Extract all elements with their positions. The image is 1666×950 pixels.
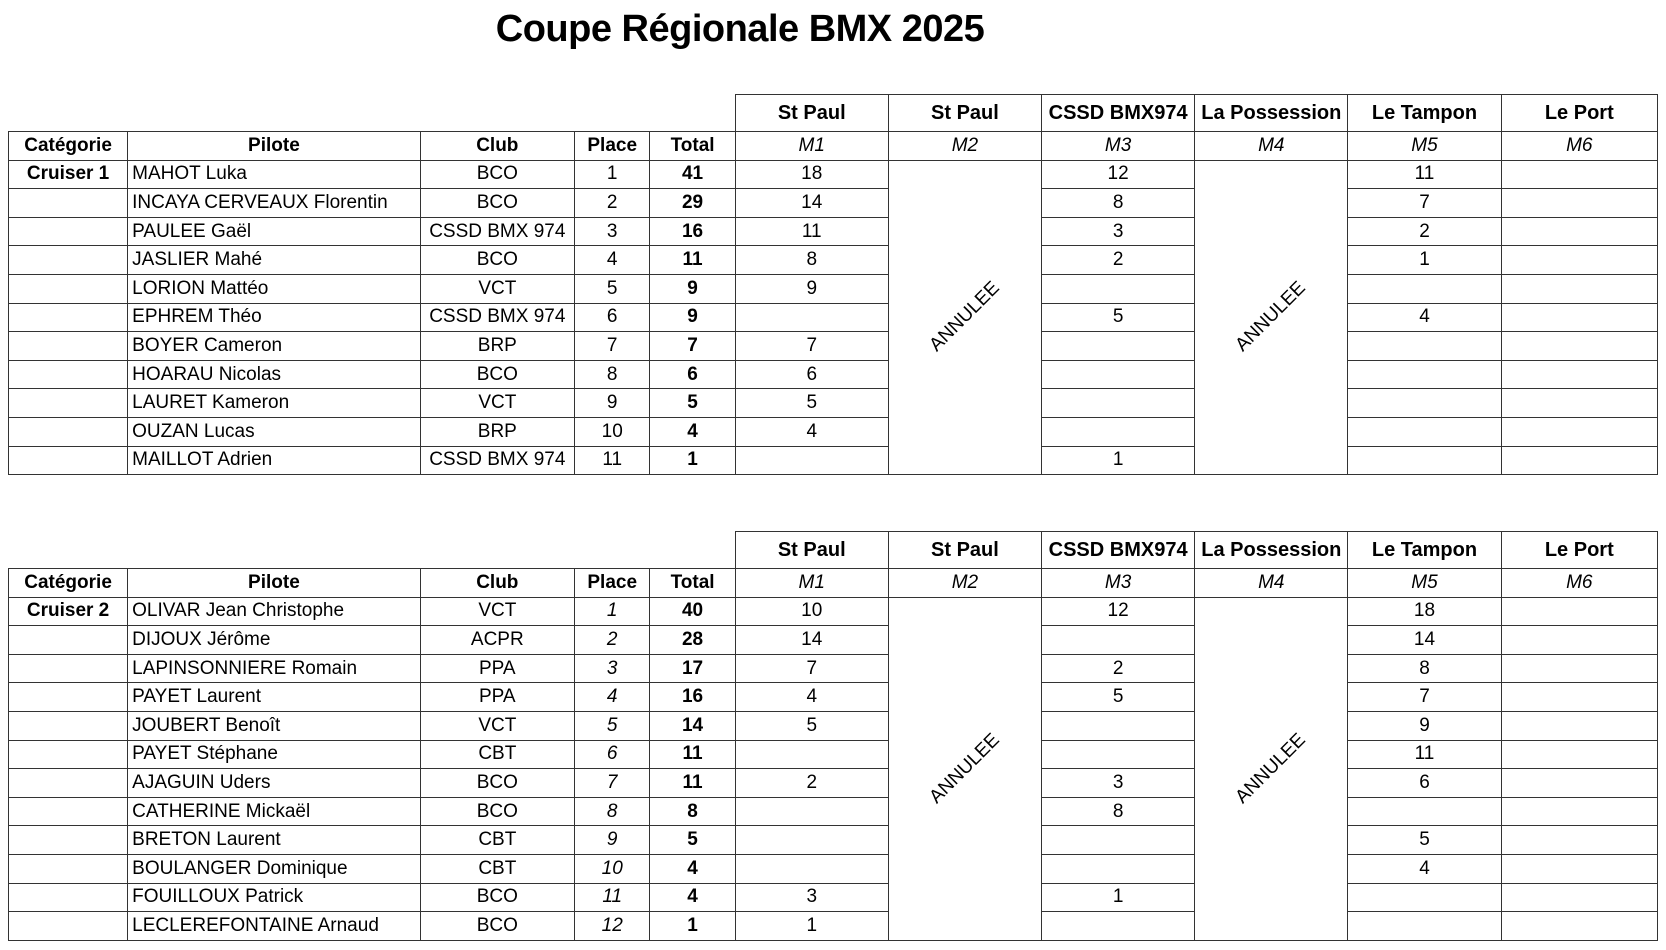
round-m6-points (1501, 303, 1657, 332)
place-value: 10 (574, 417, 650, 446)
round-m5-points (1348, 912, 1501, 941)
round-m6-points (1501, 246, 1657, 275)
club-name: VCT (420, 711, 574, 740)
standings-table (8, 531, 1658, 941)
round-header: M5 (1348, 132, 1501, 161)
table-row (9, 160, 1658, 189)
round-m3-points (1042, 626, 1195, 655)
category-header: Catégorie (9, 569, 128, 598)
category-cell (9, 769, 128, 798)
round-m5-points: 14 (1348, 626, 1501, 655)
round-m1-points: 10 (735, 597, 888, 626)
pilot-name: DIJOUX Jérôme (128, 626, 421, 655)
round-m1-points: 7 (735, 332, 888, 361)
total-points: 1 (650, 912, 735, 941)
category-cell (9, 854, 128, 883)
round-header: M2 (888, 132, 1041, 161)
pilot-name: INCAYA CERVEAUX Florentin (128, 189, 421, 218)
place-value: 1 (574, 160, 650, 189)
place-value: 6 (574, 303, 650, 332)
round-m6-points (1501, 360, 1657, 389)
round-m3-points (1042, 912, 1195, 941)
total-points: 17 (650, 654, 735, 683)
round-m6-points (1501, 912, 1657, 941)
round-m3-points: 12 (1042, 597, 1195, 626)
category-cell (9, 654, 128, 683)
round-m6-points (1501, 769, 1657, 798)
total-points: 4 (650, 854, 735, 883)
round-m1-points (735, 826, 888, 855)
round-m3-points: 2 (1042, 246, 1195, 275)
round-m3-points (1042, 417, 1195, 446)
place-header: Place (574, 569, 650, 598)
round-m5-points (1348, 389, 1501, 418)
round-m1-points: 5 (735, 711, 888, 740)
table-row (9, 626, 1658, 655)
category-cell (9, 217, 128, 246)
pilot-name: LAURET Kameron (128, 389, 421, 418)
round-m5-points (1348, 797, 1501, 826)
round-m3-points (1042, 826, 1195, 855)
pilot-name: BOULANGER Dominique (128, 854, 421, 883)
total-points: 28 (650, 626, 735, 655)
category-cell (9, 417, 128, 446)
category-cell (9, 246, 128, 275)
table-row (9, 246, 1658, 275)
total-points: 9 (650, 303, 735, 332)
total-points: 4 (650, 417, 735, 446)
round-m5-points (1348, 274, 1501, 303)
round-m5-points: 7 (1348, 189, 1501, 218)
category-cell (9, 274, 128, 303)
category-header: Catégorie (9, 132, 128, 161)
round-m1-points: 9 (735, 274, 888, 303)
place-value: 8 (574, 360, 650, 389)
round-m2-cancelled (888, 160, 1041, 475)
round-m1-points: 2 (735, 769, 888, 798)
place-value: 5 (574, 711, 650, 740)
place-value: 11 (574, 446, 650, 475)
table-row (9, 711, 1658, 740)
table-row (9, 883, 1658, 912)
cancelled-label: ANNULEE (925, 729, 1004, 808)
category-name: Cruiser 1 (9, 160, 128, 189)
venue-header-spacer (9, 532, 736, 569)
club-name: PPA (420, 654, 574, 683)
total-points: 41 (650, 160, 735, 189)
round-m1-points: 6 (735, 360, 888, 389)
club-name: BCO (420, 883, 574, 912)
place-value: 7 (574, 332, 650, 361)
round-m5-points: 6 (1348, 769, 1501, 798)
club-name: BCO (420, 160, 574, 189)
total-header: Total (650, 132, 735, 161)
category-name: Cruiser 2 (9, 597, 128, 626)
category-cell (9, 446, 128, 475)
pilot-name: FOUILLOUX Patrick (128, 883, 421, 912)
pilot-name: BOYER Cameron (128, 332, 421, 361)
round-m5-points: 5 (1348, 826, 1501, 855)
round-m6-points (1501, 683, 1657, 712)
venue-header: Le Tampon (1348, 532, 1501, 569)
round-m3-points: 3 (1042, 769, 1195, 798)
pilot-header: Pilote (128, 132, 421, 161)
round-m1-points (735, 740, 888, 769)
round-m5-points: 4 (1348, 854, 1501, 883)
place-value: 11 (574, 883, 650, 912)
total-points: 11 (650, 769, 735, 798)
round-m3-points (1042, 332, 1195, 361)
total-points: 14 (650, 711, 735, 740)
round-m6-points (1501, 597, 1657, 626)
round-m5-points: 2 (1348, 217, 1501, 246)
club-name: BRP (420, 417, 574, 446)
table-row (9, 854, 1658, 883)
pilot-name: PAYET Laurent (128, 683, 421, 712)
table-row (9, 654, 1658, 683)
place-header: Place (574, 132, 650, 161)
club-name: VCT (420, 389, 574, 418)
category-block-cruiser-1 (8, 94, 1658, 475)
round-header: M1 (735, 569, 888, 598)
round-m5-points (1348, 360, 1501, 389)
category-cell (9, 189, 128, 218)
club-name: BCO (420, 797, 574, 826)
place-value: 9 (574, 389, 650, 418)
table-row (9, 189, 1658, 218)
venue-header: La Possession (1195, 95, 1348, 132)
pilot-name: EPHREM Théo (128, 303, 421, 332)
round-m6-points (1501, 883, 1657, 912)
club-name: ACPR (420, 626, 574, 655)
club-name: CBT (420, 826, 574, 855)
round-header: M5 (1348, 569, 1501, 598)
category-cell (9, 332, 128, 361)
round-m6-points (1501, 654, 1657, 683)
round-m1-points (735, 303, 888, 332)
round-m3-points: 5 (1042, 683, 1195, 712)
round-m1-points: 18 (735, 160, 888, 189)
place-value: 8 (574, 797, 650, 826)
column-header-row (9, 132, 1658, 161)
category-cell (9, 740, 128, 769)
total-points: 9 (650, 274, 735, 303)
round-m6-points (1501, 626, 1657, 655)
round-m3-points (1042, 854, 1195, 883)
round-m3-points (1042, 711, 1195, 740)
round-m2-cancelled (888, 597, 1041, 940)
round-m5-points: 7 (1348, 683, 1501, 712)
pilot-name: AJAGUIN Uders (128, 769, 421, 798)
round-m3-points: 1 (1042, 883, 1195, 912)
place-value: 12 (574, 912, 650, 941)
table-row (9, 797, 1658, 826)
round-m5-points: 18 (1348, 597, 1501, 626)
table-row (9, 332, 1658, 361)
category-cell (9, 826, 128, 855)
place-value: 4 (574, 246, 650, 275)
table-row (9, 683, 1658, 712)
round-m3-points: 8 (1042, 797, 1195, 826)
club-name: BCO (420, 769, 574, 798)
table-row (9, 274, 1658, 303)
club-header: Club (420, 569, 574, 598)
cancelled-label: ANNULEE (1231, 277, 1311, 357)
round-m1-points: 5 (735, 389, 888, 418)
round-m6-points (1501, 797, 1657, 826)
place-value: 1 (574, 597, 650, 626)
cancelled-label: ANNULEE (1231, 729, 1311, 808)
category-cell (9, 711, 128, 740)
round-header: M1 (735, 132, 888, 161)
venue-header: La Possession (1195, 532, 1348, 569)
round-header: M4 (1195, 132, 1348, 161)
venue-header: Le Tampon (1348, 95, 1501, 132)
table-row (9, 303, 1658, 332)
round-m3-points: 3 (1042, 217, 1195, 246)
club-name: CBT (420, 854, 574, 883)
round-m5-points: 4 (1348, 303, 1501, 332)
total-points: 5 (650, 826, 735, 855)
round-m3-points (1042, 740, 1195, 769)
venue-header: St Paul (735, 532, 888, 569)
total-points: 6 (650, 360, 735, 389)
club-name: CSSD BMX 974 (420, 217, 574, 246)
category-cell (9, 683, 128, 712)
club-name: BCO (420, 246, 574, 275)
pilot-header: Pilote (128, 569, 421, 598)
place-value: 7 (574, 769, 650, 798)
pilot-name: MAILLOT Adrien (128, 446, 421, 475)
round-m3-points: 8 (1042, 189, 1195, 218)
total-points: 29 (650, 189, 735, 218)
round-m1-points: 14 (735, 626, 888, 655)
club-name: BCO (420, 360, 574, 389)
pilot-name: MAHOT Luka (128, 160, 421, 189)
pilot-name: PAYET Stéphane (128, 740, 421, 769)
club-name: BCO (420, 912, 574, 941)
total-points: 4 (650, 883, 735, 912)
round-m5-points: 9 (1348, 711, 1501, 740)
round-m5-points: 8 (1348, 654, 1501, 683)
table-row (9, 446, 1658, 475)
venue-header: St Paul (888, 95, 1041, 132)
table-row (9, 389, 1658, 418)
category-block-cruiser-2 (8, 531, 1658, 941)
round-m4-cancelled (1195, 160, 1348, 475)
total-points: 16 (650, 683, 735, 712)
club-name: VCT (420, 274, 574, 303)
round-m1-points: 1 (735, 912, 888, 941)
venue-header: Le Port (1501, 532, 1657, 569)
venue-header-row (9, 532, 1658, 569)
round-m6-points (1501, 389, 1657, 418)
round-m1-points: 4 (735, 417, 888, 446)
round-m3-points: 5 (1042, 303, 1195, 332)
club-name: CSSD BMX 974 (420, 303, 574, 332)
round-header: M2 (888, 569, 1041, 598)
total-points: 1 (650, 446, 735, 475)
table-row (9, 217, 1658, 246)
column-header-row (9, 569, 1658, 598)
pilot-name: LECLEREFONTAINE Arnaud (128, 912, 421, 941)
venue-header: St Paul (888, 532, 1041, 569)
total-points: 7 (650, 332, 735, 361)
club-header: Club (420, 132, 574, 161)
place-value: 3 (574, 654, 650, 683)
pilot-name: HOARAU Nicolas (128, 360, 421, 389)
place-value: 6 (574, 740, 650, 769)
round-m5-points (1348, 417, 1501, 446)
round-m3-points (1042, 360, 1195, 389)
club-name: CBT (420, 740, 574, 769)
table-row (9, 417, 1658, 446)
round-header: M3 (1042, 569, 1195, 598)
pilot-name: LAPINSONNIERE Romain (128, 654, 421, 683)
round-m5-points (1348, 446, 1501, 475)
venue-header-spacer (9, 95, 736, 132)
table-row (9, 826, 1658, 855)
place-value: 4 (574, 683, 650, 712)
round-m6-points (1501, 446, 1657, 475)
pilot-name: PAULEE Gaël (128, 217, 421, 246)
pilot-name: OLIVAR Jean Christophe (128, 597, 421, 626)
pilot-name: JOUBERT Benoît (128, 711, 421, 740)
total-points: 11 (650, 740, 735, 769)
round-m6-points (1501, 189, 1657, 218)
table-row (9, 769, 1658, 798)
club-name: VCT (420, 597, 574, 626)
cancelled-label: ANNULEE (925, 277, 1004, 357)
category-cell (9, 303, 128, 332)
round-m1-points: 14 (735, 189, 888, 218)
round-m6-points (1501, 160, 1657, 189)
round-m1-points: 7 (735, 654, 888, 683)
place-value: 3 (574, 217, 650, 246)
club-name: BRP (420, 332, 574, 361)
place-value: 5 (574, 274, 650, 303)
table-row (9, 597, 1658, 626)
round-m3-points (1042, 389, 1195, 418)
round-m5-points (1348, 883, 1501, 912)
total-points: 5 (650, 389, 735, 418)
standings-table (8, 94, 1658, 475)
pilot-name: JASLIER Mahé (128, 246, 421, 275)
place-value: 9 (574, 826, 650, 855)
round-m3-points (1042, 274, 1195, 303)
round-m6-points (1501, 711, 1657, 740)
category-cell (9, 912, 128, 941)
round-m4-cancelled (1195, 597, 1348, 940)
round-m6-points (1501, 332, 1657, 361)
pilot-name: LORION Mattéo (128, 274, 421, 303)
round-m3-points: 2 (1042, 654, 1195, 683)
round-m1-points: 8 (735, 246, 888, 275)
place-value: 10 (574, 854, 650, 883)
venue-header: Le Port (1501, 95, 1657, 132)
round-m6-points (1501, 740, 1657, 769)
total-points: 8 (650, 797, 735, 826)
table-row (9, 912, 1658, 941)
venue-header: CSSD BMX974 (1042, 95, 1195, 132)
venue-header: St Paul (735, 95, 888, 132)
round-m1-points: 11 (735, 217, 888, 246)
round-header: M4 (1195, 569, 1348, 598)
page-title: Coupe Régionale BMX 2025 (495, 8, 985, 50)
round-m5-points: 1 (1348, 246, 1501, 275)
place-value: 2 (574, 189, 650, 218)
round-m6-points (1501, 417, 1657, 446)
round-m1-points: 4 (735, 683, 888, 712)
round-m1-points (735, 797, 888, 826)
table-row (9, 360, 1658, 389)
pilot-name: OUZAN Lucas (128, 417, 421, 446)
round-m5-points (1348, 332, 1501, 361)
round-m1-points (735, 854, 888, 883)
total-points: 11 (650, 246, 735, 275)
place-value: 2 (574, 626, 650, 655)
round-m6-points (1501, 217, 1657, 246)
round-m3-points: 1 (1042, 446, 1195, 475)
round-header: M6 (1501, 569, 1657, 598)
round-m5-points: 11 (1348, 740, 1501, 769)
club-name: PPA (420, 683, 574, 712)
round-m6-points (1501, 854, 1657, 883)
table-row (9, 740, 1658, 769)
round-m6-points (1501, 826, 1657, 855)
round-m1-points (735, 446, 888, 475)
category-cell (9, 797, 128, 826)
total-header: Total (650, 569, 735, 598)
round-m3-points: 12 (1042, 160, 1195, 189)
round-m1-points: 3 (735, 883, 888, 912)
category-cell (9, 626, 128, 655)
round-header: M3 (1042, 132, 1195, 161)
total-points: 16 (650, 217, 735, 246)
venue-header-row (9, 95, 1658, 132)
club-name: CSSD BMX 974 (420, 446, 574, 475)
category-cell (9, 883, 128, 912)
category-cell (9, 360, 128, 389)
total-points: 40 (650, 597, 735, 626)
pilot-name: BRETON Laurent (128, 826, 421, 855)
round-m6-points (1501, 274, 1657, 303)
category-cell (9, 389, 128, 418)
club-name: BCO (420, 189, 574, 218)
round-header: M6 (1501, 132, 1657, 161)
venue-header: CSSD BMX974 (1042, 532, 1195, 569)
round-m5-points: 11 (1348, 160, 1501, 189)
pilot-name: CATHERINE Mickaël (128, 797, 421, 826)
